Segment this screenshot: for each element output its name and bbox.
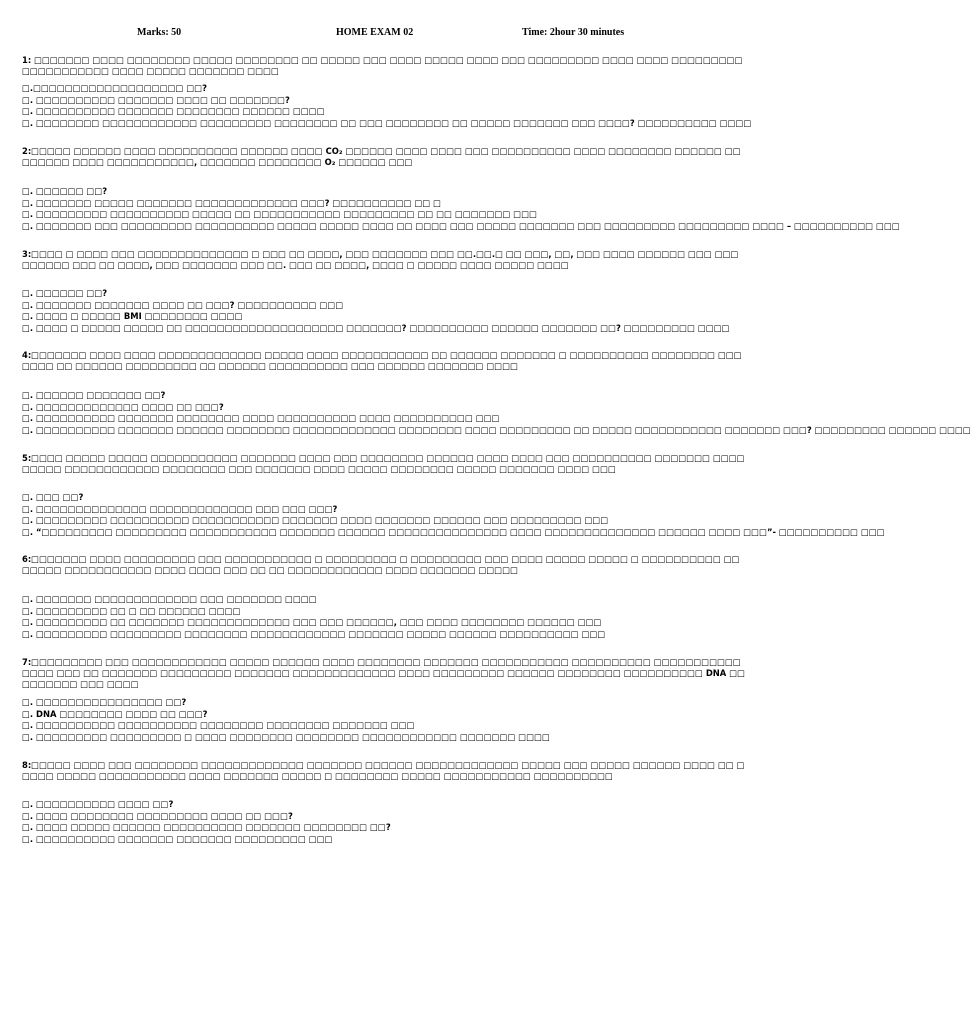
- question-1-options: [22, 83, 752, 129]
- question-3-option-2: □. □□□□□□□ □□□□□□□ □□□□ □□ □□□? □□□□□□□□□□ □□□: [22, 299, 344, 310]
- exam-title: HOME EXAM 02: [336, 27, 414, 38]
- question-6-option-2: □. □□□□□□□□□ □□ □ □□ □□□□□□ □□□□: [22, 605, 241, 616]
- question-3-option-1: □. □□□□□□ □□?: [22, 288, 108, 298]
- question-4-option-4: □. □□□□□□□□□□ □□□□□□□ □□□□□□ □□□□□□□□ □□□□□□□□□□□□□ □□□□□□□□ □□□□ □□□□□□□□□ □□ □□□□□ □□□□□□□□□□□ □□□□□□□ □□□? □□□□□□□□□ □□□□□□ □□□□: [22, 424, 971, 435]
- question-5-text: 5:□□□□ □□□□□ □□□□□ □□□□□□□□□□□ □□□□□□□ □□□□ □□□ □□□□□□□□ □□□□□□ □□□□ □□□□ □□□ □□□□□□□□□□ □□□□□□□ □□□□□□□□□ □□□□□□□□□□□□ □□□□□□□□ □□□ □□□□□□□ □□□□ □□□□□ □□□□□□□□ □□□□□ □□□□□□□ □□□□ □□□: [22, 453, 745, 474]
- question-1-text: 1: □□□□□□□ □□□□ □□□□□□□□ □□□□□ □□□□□□□□ □□ □□□□□ □□□ □□□□ □□□□□ □□□□ □□□ □□□□□□□□□ □□□□ □□□□ □□□□□□□□□□□□□□□□□□□□ □□□□ □□□□□ □□□□□□□ □□□□: [22, 55, 743, 76]
- question-3-text: 3:□□□□ □ □□□□ □□□ □□□□□□□□□□□□□□ □ □□□ □□ □□□□, □□□ □□□□□□□ □□□ □□.□□.□ □□ □□□, □□, □□□ □□□□ □□□□□□ □□□ □□□ □□□□□□ □□□ □□ □□□□, □□□ □□□□□□□ □□□ □□. □□□ □□ □□□□, □□□□ □ □□□□□ □□□□ □□□□□ □□□□: [22, 249, 742, 270]
- question-6-option-4: □. □□□□□□□□□ □□□□□□□□□ □□□□□□□□ □□□□□□□□□□□□ □□□□□□□ □□□□□ □□□□□□ □□□□□□□□□□ □□□: [22, 628, 606, 639]
- question-8-text: 8:□□□□□ □□□□ □□□ □□□□□□□□ □□□□□□□□□□□□□ □□□□□□□ □□□□□□ □□□□□□□□□□□□□ □□□□□ □□□ □□□□□ □□□□□□ □□□□ □□ □□□□□ □□□□□ □□□□□□□□□□□ □□□□ □□□□□□□ □□□□□ □ □□□□□□□□ □□□□□ □□□□□□□□□□□ □□□□□□□□□□: [22, 760, 745, 781]
- question-8-option-2: □. □□□□ □□□□□□□□ □□□□□□□□□ □□□□ □□ □□□?: [22, 810, 293, 821]
- question-4-options: [22, 390, 971, 436]
- question-8-options: [22, 799, 746, 845]
- question-8-option-1: □. □□□□□□□□□□ □□□□ □□?: [22, 799, 174, 809]
- question-2-option-3: □. □□□□□□□□□ □□□□□□□□□□ □□□□□ □□ □□□□□□□□□□□ □□□□□□□□□ □□ □□ □□□□□□□ □□□: [22, 209, 538, 220]
- question-2-text: 2:□□□□□ □□□□□□ □□□□ □□□□□□□□□□ □□□□□□ □□□□ CO₂ □□□□□□ □□□□ □□□□ □□□ □□□□□□□□□□ □□□□ □□□□□□□□ □□□□□□ □□□□□□□□ □□□□ □□□□□□□□□□□, □□□□□□□ □□□□□□□□ O₂ □□□□□□ □□□: [22, 146, 741, 167]
- question-4-option-2: □. □□□□□□□□□□□□□ □□□□ □□ □□□?: [22, 401, 224, 412]
- question-5-option-2: □. □□□□□□□□□□□□□□ □□□□□□□□□□□□□ □□□ □□□ □□□?: [22, 503, 338, 514]
- question-1-option-4: □. □□□□□□□□ □□□□□□□□□□□□ □□□□□□□□□ □□□□□□□□ □□ □□□ □□□□□□□□ □□ □□□□□ □□□□□□□ □□□ □□□□? □□□□□□□□□□ □□□□: [22, 117, 752, 128]
- question-2-option-4: □. □□□□□□□ □□□ □□□□□□□□□ □□□□□□□□□□ □□□□□ □□□□□ □□□□ □□ □□□□ □□□ □□□□□ □□□□□□□ □□□ □□□□□□□□□ □□□□□□□□□ □□□□ – □□□□□□□□□□ □□□: [22, 220, 900, 231]
- question-6-options: [22, 594, 746, 640]
- question-7-option-1: □. □□□□□□□□□□□□□□□□ □□?: [22, 697, 187, 707]
- question-4-option-3: □. □□□□□□□□□□ □□□□□□□ □□□□□□□□ □□□□ □□□□□□□□□□ □□□□ □□□□□□□□□□ □□□: [22, 413, 500, 424]
- question-5-option-3: □. □□□□□□□□□ □□□□□□□□□□ □□□□□□□□□□□ □□□□□□□ □□□□ □□□□□□□ □□□□□□ □□□ □□□□□□□□□ □□□: [22, 515, 609, 526]
- question-7-options: [22, 697, 746, 743]
- question-2-option-1: □. □□□□□□ □□?: [22, 186, 108, 196]
- question-5-options: [22, 492, 885, 538]
- question-4-text: 4:□□□□□□□ □□□□ □□□□ □□□□□□□□□□□□□ □□□□□ □□□□ □□□□□□□□□□□ □□ □□□□□□ □□□□□□□ □ □□□□□□□□□□ □□□□□□□□ □□□ □□□□ □□ □□□□□□ □□□□□□□□□ □□ □□□□□□ □□□□□□□□□□ □□□ □□□□□□ □□□□□□□ □□□□: [22, 350, 745, 371]
- question-7-option-2: □. DNA □□□□□□□□ □□□□ □□ □□□?: [22, 708, 208, 719]
- question-6-option-3: □. □□□□□□□□□ □□ □□□□□□□ □□□□□□□□□□□□□ □□□ □□□ □□□□□□, □□□ □□□□ □□□□□□□□ □□□□□□ □□□: [22, 617, 602, 628]
- question-5-option-4: □. “□□□□□□□□□ □□□□□□□□□ □□□□□□□□□□□ □□□□□□□ □□□□□□ □□□□□□□□□□□□□□□ □□□□ □□□□□□□□□□□□□□ □□□□□□ □□□□ □□□”- □□□□□□□□□□ □□□: [22, 526, 885, 537]
- question-5-option-1: □. □□□ □□?: [22, 492, 84, 502]
- question-8-option-3: □. □□□□ □□□□□ □□□□□□ □□□□□□□□□□ □□□□□□□ □□□□□□□□ □□?: [22, 822, 391, 833]
- question-7-option-4: □. □□□□□□□□□ □□□□□□□□□ □ □□□□ □□□□□□□□ □□□□□□□□ □□□□□□□□□□□□ □□□□□□□ □□□□: [22, 731, 550, 742]
- question-1-option-1: □.□□□□□□□□□□□□□□□□□□□ □□?: [22, 83, 208, 93]
- question-2-option-2: □. □□□□□□□ □□□□□ □□□□□□□ □□□□□□□□□□□□□ □□□? □□□□□□□□□□ □□ □: [22, 197, 442, 208]
- question-4-option-1: □. □□□□□□ □□□□□□□ □□?: [22, 390, 166, 400]
- time-label: Time: 2hour 30 minutes: [522, 27, 625, 38]
- question-1-option-3: □. □□□□□□□□□□ □□□□□□□ □□□□□□□□ □□□□□□ □□□□: [22, 106, 325, 117]
- question-6-option-1: □. □□□□□□□ □□□□□□□□□□□□□ □□□ □□□□□□□ □□□□: [22, 594, 317, 604]
- question-3-option-3: □. □□□□ □ □□□□□ BMI □□□□□□□□ □□□□: [22, 311, 243, 322]
- question-3-option-4: □. □□□□ □ □□□□□ □□□□□ □□ □□□□□□□□□□□□□□□□□□□□ □□□□□□□? □□□□□□□□□□ □□□□□□ □□□□□□□ □□? □□□□□□□□□ □□□□: [22, 322, 730, 333]
- question-6-text: 6:□□□□□□□ □□□□ □□□□□□□□□ □□□ □□□□□□□□□□□ □ □□□□□□□□□ □ □□□□□□□□□ □□□ □□□□ □□□□□ □□□□□ □ □□□□□□□□□□ □□□□□□□ □□□□□□□□□□□ □□□□ □□□□ □□□ □□ □□ □□□□□□□□□□□□ □□□□ □□□□□□□ □□□□□: [22, 554, 740, 575]
- question-7-text: 7:□□□□□□□□□ □□□ □□□□□□□□□□□□ □□□□□ □□□□□□ □□□□ □□□□□□□□ □□□□□□□ □□□□□□□□□□□ □□□□□□□□□□ □□□□□□□□□□□ □□□□ □□□ □□ □□□□□□□ □□□□□□□□□ □□□□□□□ □□□□□□□□□□□□□ □□□□ □□□□□□□□□ □□□□□□ □□□□□□□□ □□□□□□□□□□ DNA □□□□□□□□□ □□□ □□□□: [22, 657, 746, 689]
- question-8-option-4: □. □□□□□□□□□□ □□□□□□□ □□□□□□□ □□□□□□□□□ □□□: [22, 833, 333, 844]
- question-7-option-3: □. □□□□□□□□□□ □□□□□□□□□□ □□□□□□□□ □□□□□□□□ □□□□□□□ □□□: [22, 720, 415, 731]
- question-2-options: [22, 186, 900, 232]
- question-1-option-2: □. □□□□□□□□□□ □□□□□□□ □□□□ □□ □□□□□□□?: [22, 94, 290, 105]
- marks-label: Marks: 50: [137, 27, 182, 38]
- question-3-options: [22, 288, 746, 334]
